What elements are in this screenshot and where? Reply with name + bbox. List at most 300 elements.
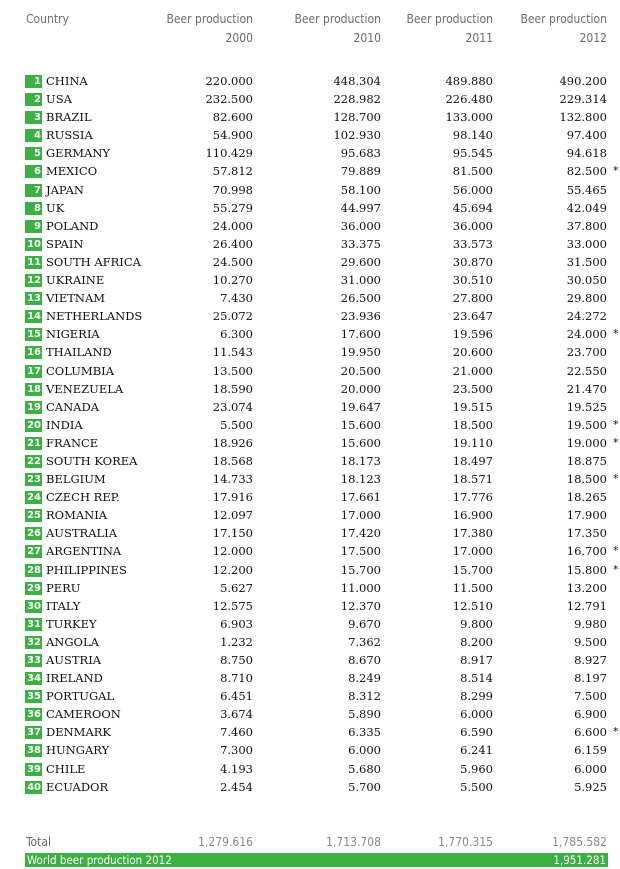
rank-badge: 10 <box>25 238 42 251</box>
production-value: 9.800 <box>460 616 493 631</box>
production-value: 6.900 <box>574 707 607 722</box>
rank-badge: 17 <box>25 365 42 378</box>
production-value: 8.299 <box>460 689 493 704</box>
production-value: 33.573 <box>452 236 493 251</box>
rank-badge: 32 <box>25 636 42 649</box>
production-value: 3.674 <box>220 707 253 722</box>
production-value: 5.925 <box>574 779 607 794</box>
production-value: 2.454 <box>220 779 253 794</box>
production-value: 132.800 <box>559 110 607 125</box>
total-2011: 1,770.315 <box>438 835 493 849</box>
country-name: AUSTRIA <box>46 653 102 667</box>
production-value: 21.470 <box>566 381 607 396</box>
world-production-bar <box>25 853 608 867</box>
production-value: 19.515 <box>452 399 493 414</box>
estimate-marker: * <box>613 164 619 178</box>
production-value: 228.982 <box>333 92 381 107</box>
production-value: 23.936 <box>340 309 381 324</box>
rank-badge: 26 <box>25 527 42 540</box>
rank-badge: 19 <box>25 401 42 414</box>
rank-badge: 22 <box>25 455 42 468</box>
rank-badge: 29 <box>25 582 42 595</box>
production-value: 24.000 <box>212 218 253 233</box>
estimate-marker: * <box>613 562 619 576</box>
total-2000: 1,279.616 <box>198 835 253 849</box>
production-value: 17.000 <box>340 508 381 523</box>
production-value: 8.750 <box>220 653 253 667</box>
table-row <box>0 271 620 289</box>
production-value: 6.590 <box>460 725 493 740</box>
rank-badge: 13 <box>25 292 42 305</box>
production-value: 18.926 <box>212 435 253 450</box>
country-name: PERU <box>46 580 81 595</box>
production-value: 6.600 <box>574 725 607 740</box>
production-value: 8.670 <box>348 653 381 667</box>
country-name: GERMANY <box>46 146 110 161</box>
table-row <box>0 199 620 217</box>
total-2012: 1,785.582 <box>552 835 607 849</box>
rank-badge: 11 <box>25 256 42 269</box>
country-name: TURKEY <box>46 616 97 631</box>
table-row <box>0 633 620 651</box>
table-row <box>0 362 620 380</box>
country-name: MEXICO <box>46 164 98 179</box>
production-value: 11.500 <box>452 580 493 595</box>
production-value: 70.998 <box>212 182 253 197</box>
country-name: THAILAND <box>46 345 112 360</box>
production-value: 19.110 <box>452 435 493 450</box>
country-name: ANGOLA <box>46 634 99 649</box>
country-table <box>0 72 620 796</box>
production-value: 5.890 <box>348 707 381 722</box>
estimate-marker: * <box>613 725 619 739</box>
table-row <box>0 597 620 615</box>
table-row <box>0 126 620 144</box>
production-value: 94.618 <box>566 146 607 161</box>
production-value: 23.700 <box>566 345 607 360</box>
production-value: 33.000 <box>566 236 607 251</box>
production-value: 448.304 <box>333 74 381 88</box>
rank-badge: 2 <box>25 93 42 106</box>
rank-badge: 3 <box>25 111 42 124</box>
production-value: 128.700 <box>333 110 381 125</box>
production-value: 489.880 <box>445 74 493 88</box>
production-value: 54.900 <box>212 128 253 143</box>
table-row <box>0 90 620 108</box>
country-name: CZECH REP. <box>46 490 120 505</box>
table-row <box>0 542 620 560</box>
rank-badge: 6 <box>25 165 42 178</box>
header-col-2000-title: Beer production <box>166 12 253 26</box>
production-value: 17.661 <box>340 490 381 505</box>
rank-badge: 31 <box>25 618 42 631</box>
rank-badge: 36 <box>25 708 42 721</box>
rank-badge: 18 <box>25 383 42 396</box>
table-row <box>0 760 620 778</box>
production-value: 1.232 <box>220 634 253 649</box>
production-value: 9.980 <box>574 616 607 631</box>
rank-badge: 9 <box>25 220 42 233</box>
table-row <box>0 289 620 307</box>
production-value: 12.097 <box>212 508 253 523</box>
table-row <box>0 615 620 633</box>
header-col-2010-title: Beer production <box>294 12 381 26</box>
table-row <box>0 144 620 162</box>
table-row <box>0 162 620 180</box>
production-value: 18.571 <box>452 472 493 487</box>
country-name: CAMEROON <box>46 707 121 722</box>
production-value: 7.430 <box>220 291 253 306</box>
production-value: 15.700 <box>452 562 493 577</box>
country-name: HUNGARY <box>46 743 110 758</box>
table-row <box>0 651 620 669</box>
table-row <box>0 669 620 687</box>
production-value: 23.647 <box>452 309 493 324</box>
production-value: 16.700 <box>566 544 607 559</box>
header-col-2012-year: 2012 <box>579 31 607 45</box>
country-name: AUSTRALIA <box>46 526 117 541</box>
production-value: 17.420 <box>340 526 381 541</box>
production-value: 18.173 <box>340 453 381 468</box>
estimate-marker: * <box>613 327 619 341</box>
production-value: 9.670 <box>348 616 381 631</box>
country-name: INDIA <box>46 417 83 432</box>
production-value: 8.927 <box>574 653 607 667</box>
table-row <box>0 741 620 759</box>
production-value: 23.500 <box>452 381 493 396</box>
production-value: 133.000 <box>445 110 493 125</box>
rank-badge: 12 <box>25 274 42 287</box>
table-row <box>0 452 620 470</box>
country-name: CHINA <box>46 74 88 88</box>
production-value: 33.375 <box>340 236 381 251</box>
table-row <box>0 253 620 271</box>
production-value: 5.680 <box>348 761 381 776</box>
production-value: 12.200 <box>212 562 253 577</box>
production-value: 15.800 <box>566 562 607 577</box>
production-value: 12.575 <box>212 598 253 613</box>
production-value: 4.193 <box>220 761 253 776</box>
rank-badge: 8 <box>25 202 42 215</box>
rank-badge: 34 <box>25 672 42 685</box>
table-row <box>0 470 620 488</box>
production-value: 15.600 <box>340 417 381 432</box>
country-name: SOUTH KOREA <box>46 453 138 468</box>
production-value: 6.159 <box>574 743 607 758</box>
production-value: 102.930 <box>333 128 381 143</box>
country-name: PHILIPPINES <box>46 562 127 577</box>
production-value: 17.150 <box>212 526 253 541</box>
production-value: 82.600 <box>212 110 253 125</box>
production-value: 5.960 <box>460 761 493 776</box>
country-name: ITALY <box>46 598 81 613</box>
production-value: 16.900 <box>452 508 493 523</box>
rank-badge: 23 <box>25 473 42 486</box>
country-name: UK <box>46 200 65 215</box>
rank-badge: 37 <box>25 726 42 739</box>
table-row <box>0 687 620 705</box>
production-value: 37.800 <box>566 218 607 233</box>
rank-badge: 27 <box>25 545 42 558</box>
total-label: Total <box>26 835 52 849</box>
production-value: 5.700 <box>348 779 381 794</box>
production-value: 226.480 <box>445 92 493 107</box>
country-name: BELGIUM <box>46 472 106 487</box>
production-value: 27.800 <box>452 291 493 306</box>
production-value: 15.600 <box>340 435 381 450</box>
production-value: 30.870 <box>452 254 493 269</box>
table-row <box>0 108 620 126</box>
production-value: 6.241 <box>460 743 493 758</box>
table-row <box>0 72 620 90</box>
production-value: 44.997 <box>340 200 381 215</box>
rank-badge: 38 <box>25 744 42 757</box>
rank-badge: 15 <box>25 328 42 341</box>
production-value: 31.000 <box>340 273 381 288</box>
production-value: 9.500 <box>574 634 607 649</box>
production-value: 8.249 <box>348 671 381 686</box>
production-value: 17.500 <box>340 544 381 559</box>
production-value: 30.510 <box>452 273 493 288</box>
production-value: 19.525 <box>566 399 607 414</box>
production-value: 7.500 <box>574 689 607 704</box>
production-value: 13.200 <box>566 580 607 595</box>
table-row <box>0 434 620 452</box>
production-value: 82.500 <box>566 164 607 179</box>
rank-badge: 14 <box>25 310 42 323</box>
country-name: NIGERIA <box>46 327 100 342</box>
table-row <box>0 561 620 579</box>
production-value: 8.710 <box>220 671 253 686</box>
rank-badge: 39 <box>25 763 42 776</box>
header-col-2012 <box>507 10 607 48</box>
country-name: SPAIN <box>46 236 84 251</box>
production-value: 8.197 <box>574 671 607 686</box>
country-name: COLUMBIA <box>46 363 115 378</box>
country-name: VIETNAM <box>46 291 106 306</box>
estimate-marker: * <box>613 417 619 431</box>
production-value: 12.370 <box>340 598 381 613</box>
country-name: UKRAINE <box>46 273 105 288</box>
production-value: 8.312 <box>348 689 381 704</box>
country-name: USA <box>46 92 72 107</box>
rank-badge: 30 <box>25 600 42 613</box>
rank-badge: 33 <box>25 654 42 667</box>
production-value: 36.000 <box>452 218 493 233</box>
header-col-2010-year: 2010 <box>353 31 381 45</box>
production-value: 13.500 <box>212 363 253 378</box>
table-row <box>0 524 620 542</box>
production-value: 18.500 <box>452 417 493 432</box>
production-value: 19.500 <box>566 417 607 432</box>
country-name: FRANCE <box>46 435 99 450</box>
production-value: 17.380 <box>452 526 493 541</box>
rank-badge: 24 <box>25 491 42 504</box>
production-value: 6.335 <box>348 725 381 740</box>
country-name: NETHERLANDS <box>46 309 143 324</box>
rank-badge: 1 <box>25 75 42 88</box>
production-value: 21.000 <box>452 363 493 378</box>
header-col-2000-year: 2000 <box>225 31 253 45</box>
table-row <box>0 307 620 325</box>
production-value: 24.500 <box>212 254 253 269</box>
production-value: 110.429 <box>205 146 253 161</box>
table-row <box>0 416 620 434</box>
production-value: 18.568 <box>212 453 253 468</box>
country-name: PORTUGAL <box>46 689 115 704</box>
table-row <box>0 380 620 398</box>
production-value: 22.550 <box>566 363 607 378</box>
header-col-2011 <box>393 10 493 48</box>
production-value: 29.800 <box>566 291 607 306</box>
rank-badge: 28 <box>25 564 42 577</box>
country-name: ECUADOR <box>46 779 109 794</box>
country-name: IRELAND <box>46 671 103 686</box>
production-value: 6.000 <box>574 761 607 776</box>
rank-badge: 25 <box>25 509 42 522</box>
table-row <box>0 705 620 723</box>
production-value: 19.596 <box>452 327 493 342</box>
table-row <box>0 506 620 524</box>
production-value: 5.500 <box>460 779 493 794</box>
header-col-2011-year: 2011 <box>465 31 493 45</box>
production-value: 95.545 <box>452 146 493 161</box>
rank-badge: 40 <box>25 781 42 794</box>
production-value: 6.903 <box>220 616 253 631</box>
production-value: 12.510 <box>452 598 493 613</box>
country-name: VENEZUELA <box>46 381 124 396</box>
production-value: 17.916 <box>212 490 253 505</box>
production-value: 17.000 <box>452 544 493 559</box>
table-row <box>0 723 620 741</box>
production-value: 95.683 <box>340 146 381 161</box>
production-value: 490.200 <box>559 74 607 88</box>
production-value: 81.500 <box>452 164 493 179</box>
production-value: 8.200 <box>460 634 493 649</box>
production-value: 18.875 <box>566 453 607 468</box>
production-value: 55.279 <box>212 200 253 215</box>
country-name: DENMARK <box>46 725 112 740</box>
production-value: 25.072 <box>212 309 253 324</box>
rank-badge: 7 <box>25 184 42 197</box>
country-name: ARGENTINA <box>46 544 122 559</box>
production-value: 6.000 <box>460 707 493 722</box>
country-name: POLAND <box>46 218 99 233</box>
rank-badge: 21 <box>25 437 42 450</box>
estimate-marker: * <box>613 472 619 486</box>
production-value: 12.000 <box>212 544 253 559</box>
production-value: 11.543 <box>212 345 253 360</box>
production-value: 19.950 <box>340 345 381 360</box>
production-value: 18.123 <box>340 472 381 487</box>
production-value: 29.600 <box>340 254 381 269</box>
production-value: 5.500 <box>220 417 253 432</box>
production-value: 18.497 <box>452 453 493 468</box>
production-value: 17.350 <box>566 526 607 541</box>
production-value: 8.514 <box>460 671 493 686</box>
production-value: 30.050 <box>566 273 607 288</box>
production-value: 55.465 <box>566 182 607 197</box>
estimate-marker: * <box>613 544 619 558</box>
header-col-2012-title: Beer production <box>520 12 607 26</box>
rank-badge: 35 <box>25 690 42 703</box>
production-value: 15.700 <box>340 562 381 577</box>
production-value: 6.000 <box>348 743 381 758</box>
rank-badge: 5 <box>25 147 42 160</box>
production-value: 79.889 <box>340 164 381 179</box>
production-value: 58.100 <box>340 182 381 197</box>
production-value: 229.314 <box>559 92 607 107</box>
production-value: 7.362 <box>348 634 381 649</box>
production-value: 17.776 <box>452 490 493 505</box>
table-row <box>0 343 620 361</box>
header-col-2010 <box>291 10 381 48</box>
production-value: 31.500 <box>566 254 607 269</box>
production-value: 24.272 <box>566 309 607 324</box>
country-name: RUSSIA <box>46 128 93 143</box>
production-value: 20.000 <box>340 381 381 396</box>
rank-badge: 4 <box>25 129 42 142</box>
table-row <box>0 398 620 416</box>
production-value: 18.500 <box>566 472 607 487</box>
country-name: ROMANIA <box>46 508 108 523</box>
table-row <box>0 579 620 597</box>
production-value: 20.600 <box>452 345 493 360</box>
table-row <box>0 488 620 506</box>
production-value: 24.000 <box>566 327 607 342</box>
production-value: 45.694 <box>452 200 493 215</box>
rank-badge: 20 <box>25 419 42 432</box>
table-row <box>0 181 620 199</box>
country-name: CANADA <box>46 399 99 414</box>
table-row <box>0 235 620 253</box>
world-production-label: World beer production 2012 <box>27 853 172 867</box>
production-value: 26.500 <box>340 291 381 306</box>
production-value: 57.812 <box>212 164 253 179</box>
country-name: JAPAN <box>46 182 84 197</box>
production-value: 7.300 <box>220 743 253 758</box>
table-row <box>0 778 620 796</box>
production-value: 232.500 <box>205 92 253 107</box>
rank-badge: 16 <box>25 346 42 359</box>
production-value: 12.791 <box>566 598 607 613</box>
production-value: 18.590 <box>212 381 253 396</box>
table-row <box>0 325 620 343</box>
production-value: 17.900 <box>566 508 607 523</box>
production-value: 19.000 <box>566 435 607 450</box>
table-row <box>0 217 620 235</box>
production-value: 97.400 <box>566 128 607 143</box>
production-value: 14.733 <box>212 472 253 487</box>
header-col-2000 <box>163 10 253 48</box>
production-value: 6.300 <box>220 327 253 342</box>
header-col-2011-title: Beer production <box>406 12 493 26</box>
country-name: CHILE <box>46 761 86 776</box>
world-production-value: 1,951.281 <box>553 853 606 867</box>
production-value: 20.500 <box>340 363 381 378</box>
production-value: 220.000 <box>205 74 253 88</box>
production-value: 23.074 <box>212 399 253 414</box>
production-value: 11.000 <box>340 580 381 595</box>
production-value: 6.451 <box>220 689 253 704</box>
production-value: 18.265 <box>566 490 607 505</box>
production-value: 10.270 <box>212 273 253 288</box>
production-value: 8.917 <box>460 653 493 667</box>
country-name: SOUTH AFRICA <box>46 254 141 269</box>
header-country: Country <box>26 12 69 26</box>
estimate-marker: * <box>613 435 619 449</box>
production-value: 5.627 <box>220 580 253 595</box>
